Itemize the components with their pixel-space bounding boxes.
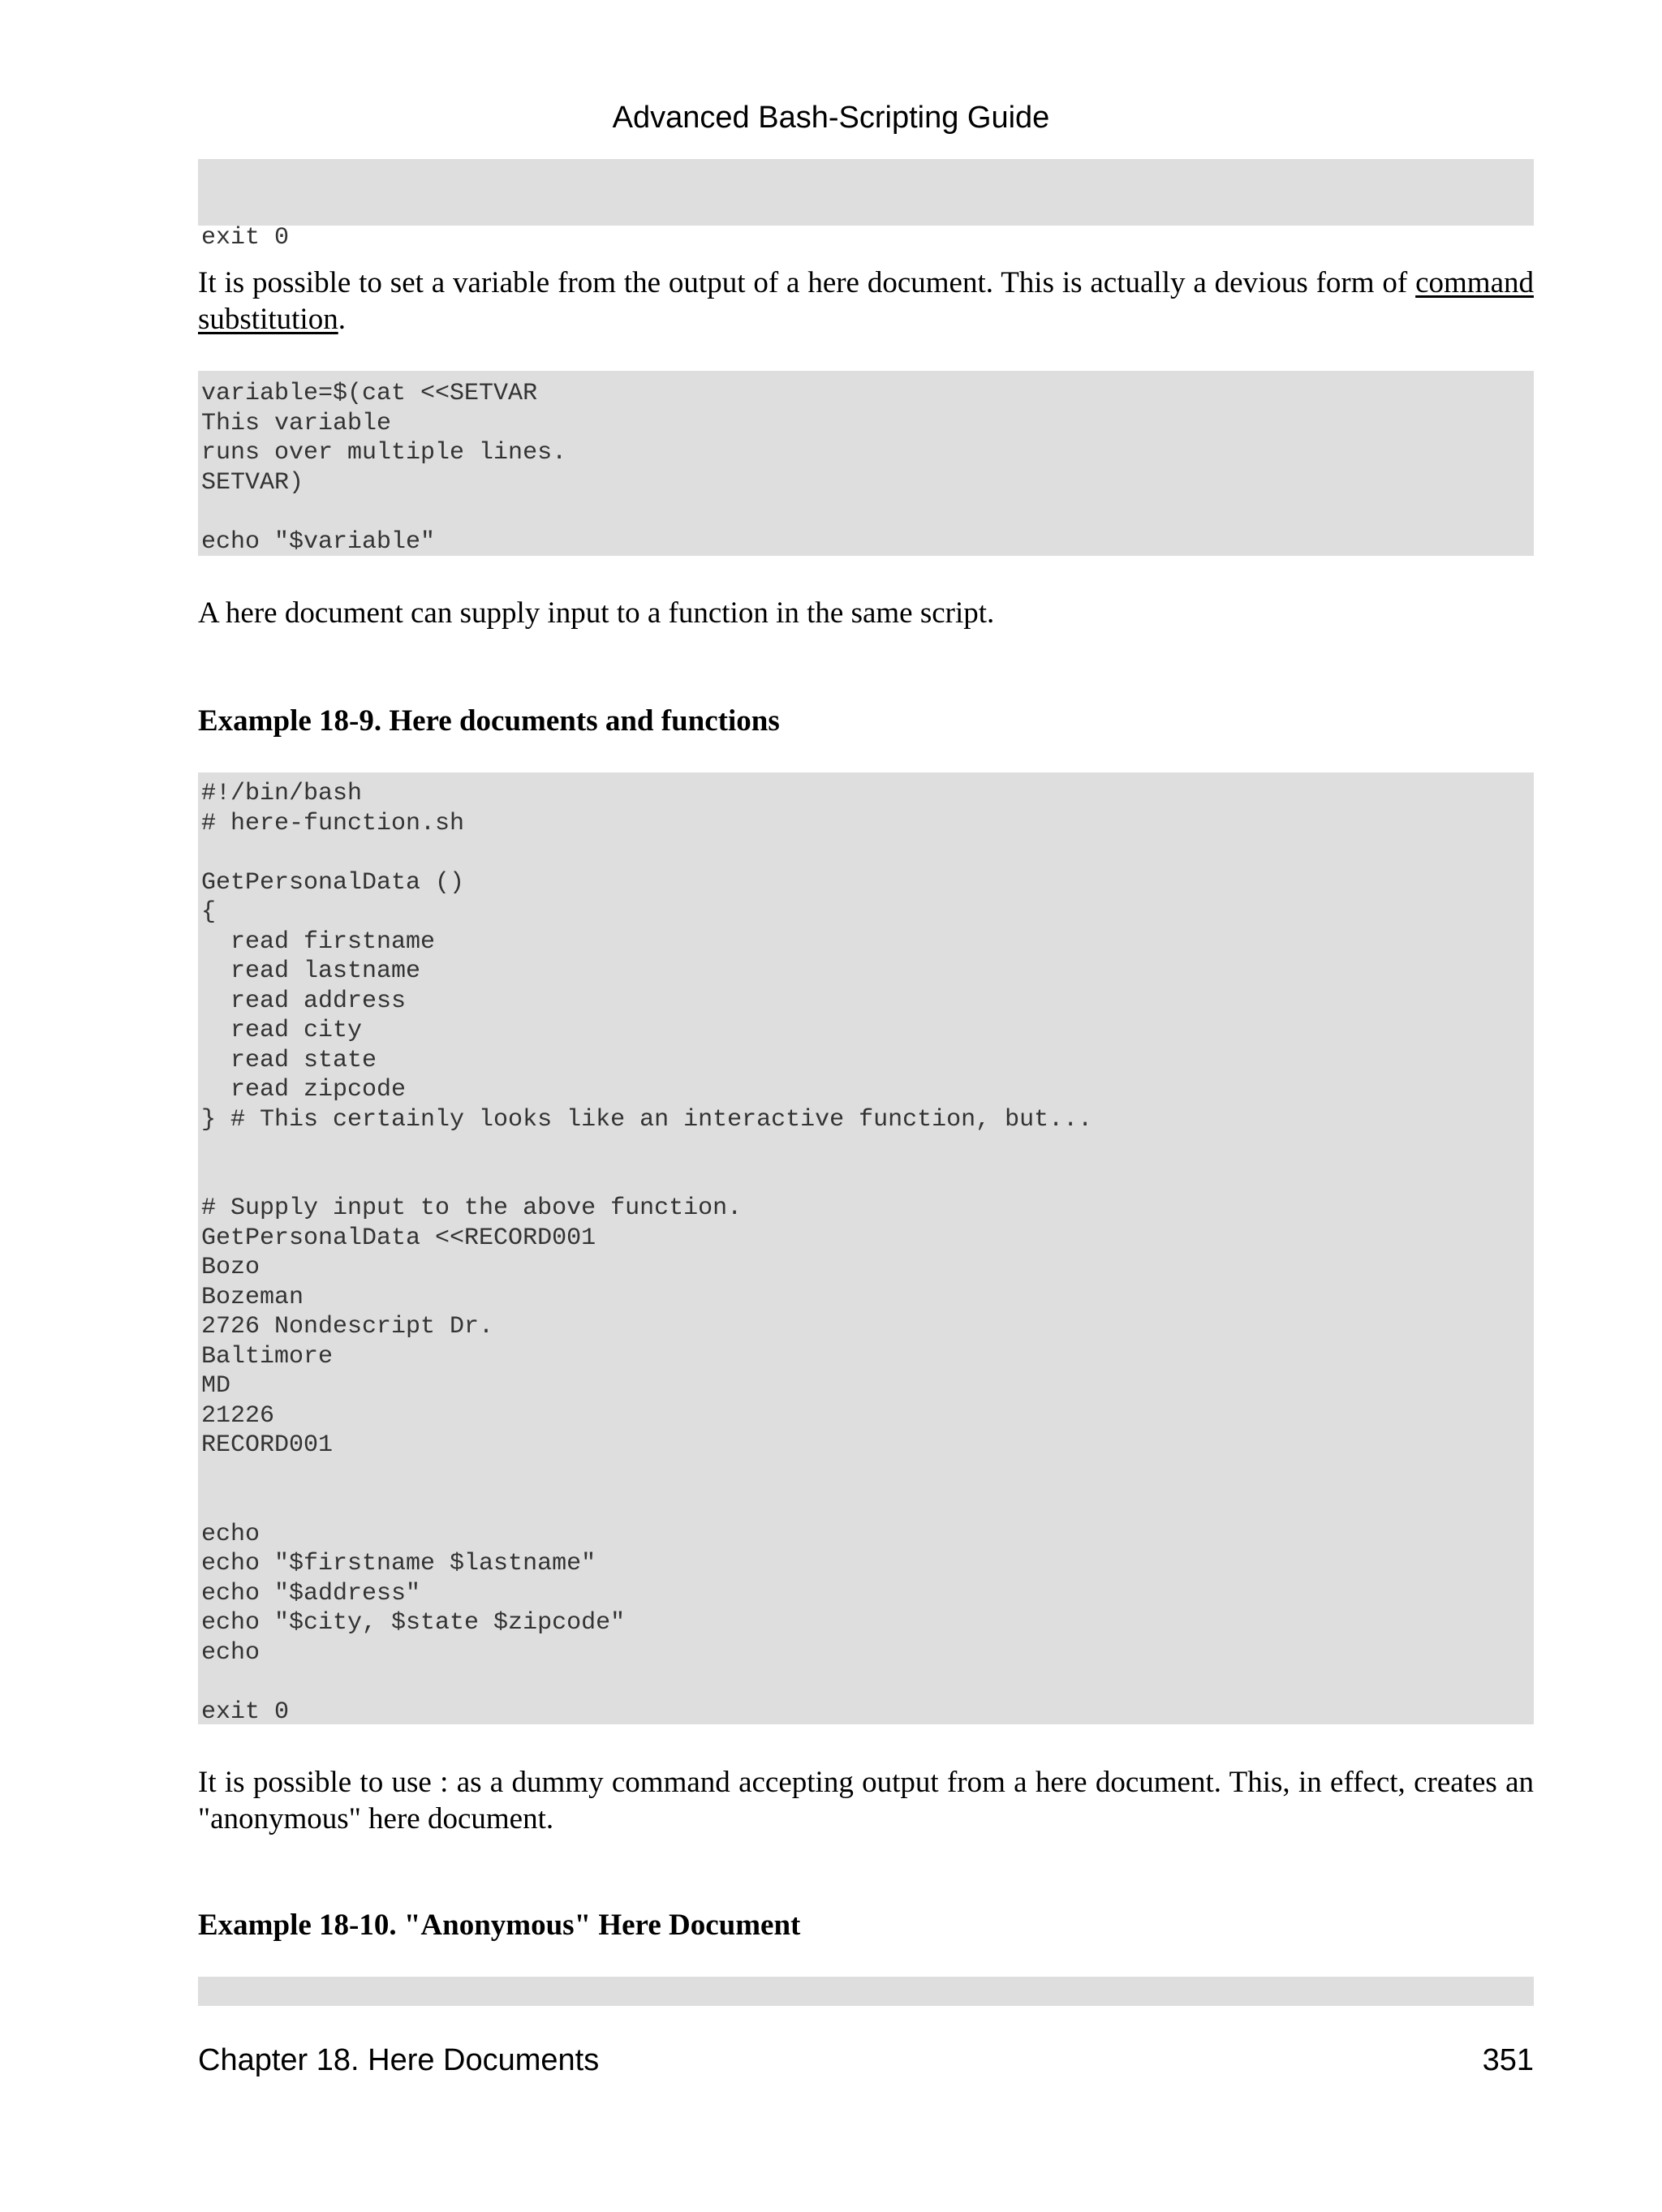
- paragraph-function-input: A here document can supply input to a function in the same script.: [198, 596, 995, 630]
- code-block-exit: exit 0: [198, 159, 1534, 226]
- paragraph-text: It is possible to set a variable from the output of a here document. This is actually a devious form of: [198, 266, 1416, 299]
- code-block-anonymous: [198, 1977, 1534, 2006]
- code-block-setvar: variable=$(cat <<SETVAR This variable runs over multiple lines. SETVAR) echo "$variable": [198, 371, 1534, 556]
- example-18-9-title: Example 18-9. Here documents and functions: [198, 704, 780, 738]
- command-substitution-link[interactable]: command substitution: [198, 266, 1534, 336]
- paragraph-anonymous: It is possible to use : as a dummy command accepting output from a here document. This, in effect, creates an "anonymous" here document.: [198, 1766, 1534, 1835]
- paragraph-text-end: .: [338, 303, 346, 336]
- footer-page-number: 351: [1482, 2043, 1534, 2077]
- page-header: Advanced Bash-Scripting Guide: [612, 101, 1050, 135]
- code-block-here-function: #!/bin/bash # here-function.sh GetPersonalData () { read firstname read lastname read address read city read state read zipcode } # This certainly looks like an interactive function, but... # Supply input to the above function. GetPersonalData <<RECORD001 Bozo Bozeman 2726 Nondescript Dr. Baltimore MD 21226 RECORD001 echo echo "$firstname $lastname" echo "$address" echo "$city, $state $zipcode" echo exit 0: [198, 772, 1534, 1724]
- example-18-10-title: Example 18-10. "Anonymous" Here Document: [198, 1909, 801, 1942]
- footer-chapter: Chapter 18. Here Documents: [198, 2043, 600, 2077]
- paragraph-command-substitution: [198, 265, 1534, 338]
